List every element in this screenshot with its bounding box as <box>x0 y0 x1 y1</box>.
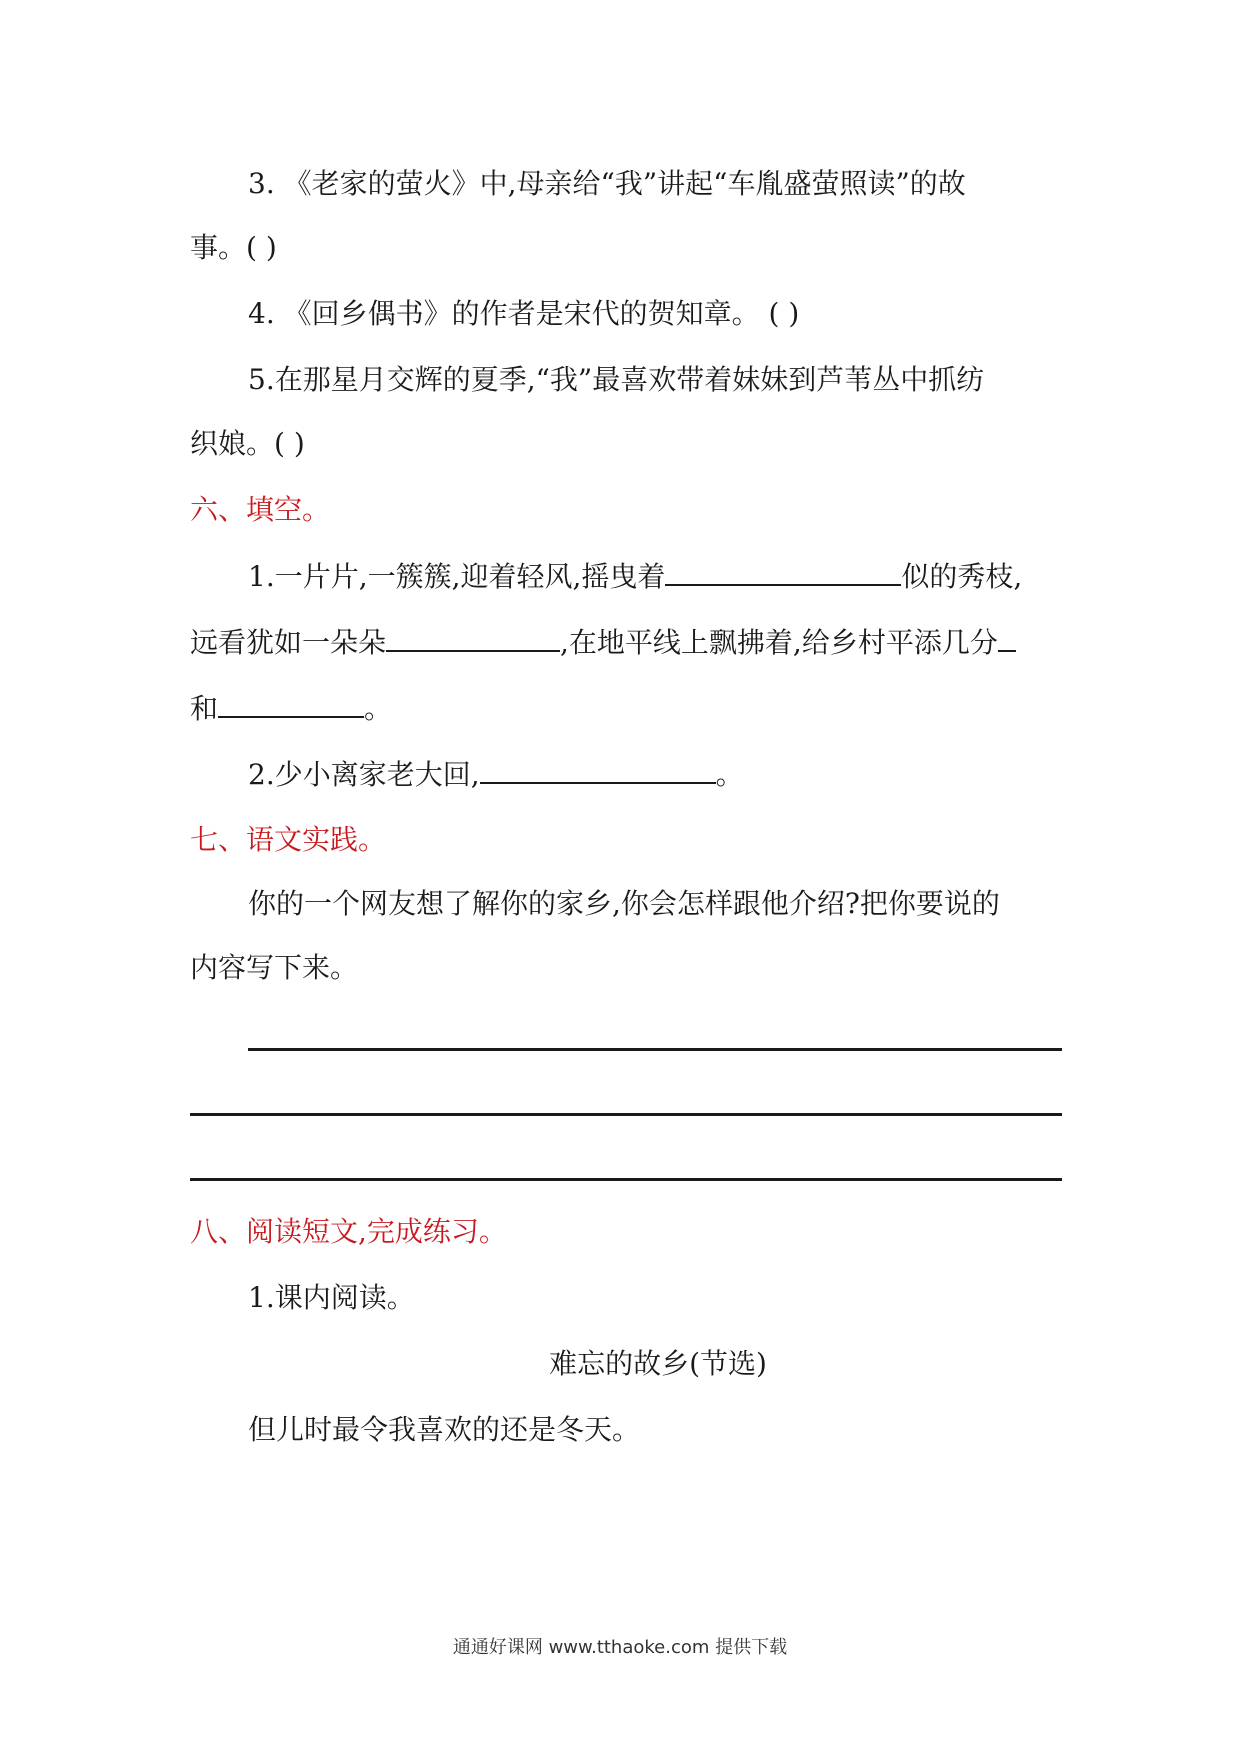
question-6-2-text-b: 。 <box>715 758 744 791</box>
answer-blank-3[interactable] <box>998 622 1016 652</box>
answer-blank-1[interactable] <box>665 556 901 586</box>
question-5-5-line2: 织娘。( ) <box>190 427 305 460</box>
question-5-3-line1: 3. 《老家的萤火》中,母亲给“我”讲起“车胤盛萤照读”的故 <box>248 167 966 200</box>
section-8-sub-1: 1.课内阅读。 <box>248 1281 415 1314</box>
question-6-2-text-a: 2.少小离家老大回, <box>248 758 480 791</box>
page-footer: 通通好课网 www.tthaoke.com 提供下载 <box>452 1637 788 1658</box>
question-6-1-line3 <box>190 688 392 729</box>
section-8-heading: 八、阅读短文,完成练习。 <box>190 1215 507 1248</box>
question-5-5-line1: 5.在那星月交辉的夏季,“我”最喜欢带着妹妹到芦苇丛中抓纺 <box>248 363 985 396</box>
question-6-1-text-d: ,在地平线上飘拂着,给乡村平添几分 <box>560 626 998 659</box>
question-5-3-line2: 事。( ) <box>190 231 277 264</box>
question-6-1-line1 <box>248 556 1022 597</box>
passage-title: 难忘的故乡(节选) <box>549 1347 767 1380</box>
section-7-heading: 七、语文实践。 <box>190 823 387 856</box>
question-6-1-text-e: 和 <box>190 692 219 725</box>
question-6-1-text-a: 1.一片片,一簇簇,迎着轻风,摇曳着 <box>248 560 666 593</box>
question-6-1-line2 <box>190 622 1016 663</box>
writing-line-1[interactable] <box>248 1048 1062 1051</box>
answer-blank-2[interactable] <box>386 622 560 652</box>
answer-blank-5[interactable] <box>480 754 716 784</box>
question-6-1-text-f: 。 <box>364 692 393 725</box>
question-6-1-text-b: 似的秀枝, <box>901 560 1023 593</box>
passage-line-1: 但儿时最令我喜欢的还是冬天。 <box>248 1413 641 1446</box>
section-7-prompt-line1: 你的一个网友想了解你的家乡,你会怎样跟他介绍?把你要说的 <box>248 887 1000 920</box>
question-6-2 <box>248 754 744 795</box>
section-6-heading: 六、填空。 <box>190 493 331 526</box>
question-6-1-text-c: 远看犹如一朵朵 <box>190 626 387 659</box>
question-5-4: 4. 《回乡偶书》的作者是宋代的贺知章。 ( ) <box>248 297 800 330</box>
section-7-prompt-line2: 内容写下来。 <box>190 951 359 984</box>
answer-blank-4[interactable] <box>218 688 364 718</box>
writing-line-2[interactable] <box>190 1113 1062 1116</box>
writing-line-3[interactable] <box>190 1178 1062 1181</box>
